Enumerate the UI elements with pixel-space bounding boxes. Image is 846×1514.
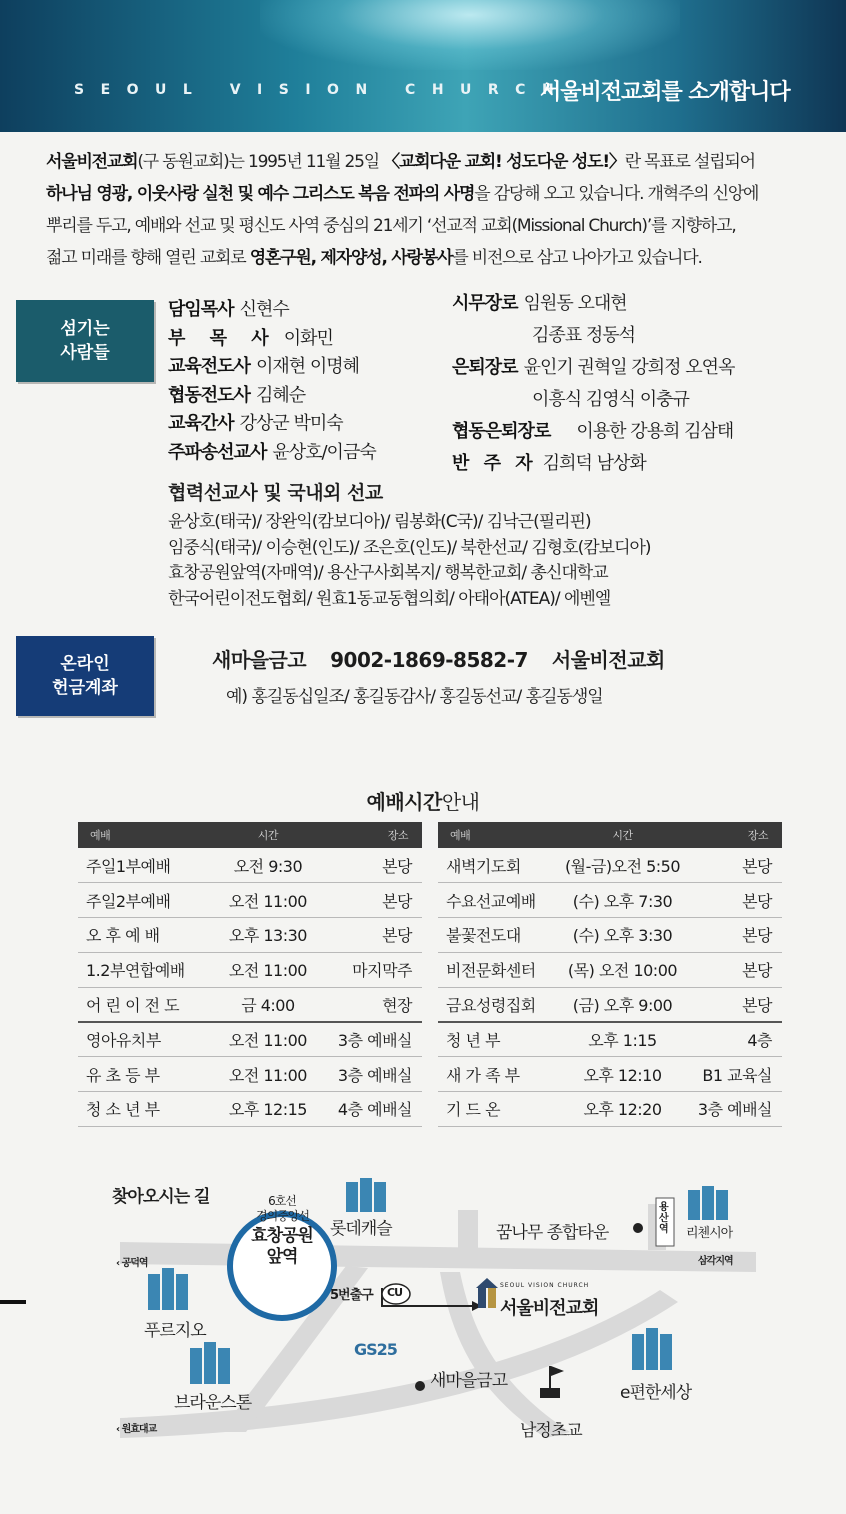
service-place: 본당 xyxy=(338,883,422,918)
service-place: 3층 예배실 xyxy=(698,1092,782,1127)
col-header: 예배 xyxy=(78,822,198,848)
cu-label: CU xyxy=(387,1286,403,1299)
building-richensia xyxy=(688,1186,728,1220)
intro-mission: 하나님 영광, 이웃사랑 실천 및 예수 그리스도 복음 전파의 사명 xyxy=(46,184,475,204)
mission-line: 윤상호(태국)/ 장완익(캄보디아)/ 림봉화(C국)/ 김낙근(필리핀) xyxy=(168,512,591,532)
service-time: (수) 오후 3:30 xyxy=(547,918,698,953)
table-row xyxy=(438,848,782,883)
account-holder: 서울비전교회 xyxy=(551,648,665,672)
intro-vision: 영혼구원, 제자양성, 사랑봉사 xyxy=(249,248,453,268)
gs25-label: GS25 xyxy=(354,1340,397,1359)
kkumnamu-label: 꿈나무 종합타운 xyxy=(496,1223,609,1243)
col-header: 시간 xyxy=(198,822,338,848)
table-row xyxy=(78,952,422,987)
wonhyo-text: 원효대교 xyxy=(121,1424,157,1435)
service-name: 불꽃전도대 xyxy=(438,918,547,953)
service-name: 청 소 년 부 xyxy=(78,1092,198,1127)
service-time: 오전 9:30 xyxy=(198,848,338,883)
service-name: 주일1부예배 xyxy=(78,848,198,883)
service-name: 기 드 온 xyxy=(438,1092,547,1127)
prugio-label: 푸르지오 xyxy=(144,1321,206,1341)
kkumnamu-dot xyxy=(633,1223,643,1233)
service-time: 오후 12:10 xyxy=(547,1057,698,1092)
table-row xyxy=(438,1057,782,1092)
school-flag-icon xyxy=(540,1366,564,1398)
intro-text: 을 감당해 오고 있습니다. 개혁주의 신앙에 xyxy=(474,184,759,204)
samgak-label: 삼각지역 xyxy=(698,1256,733,1267)
staff-row xyxy=(168,382,376,411)
service-place: 본당 xyxy=(698,987,782,1022)
staff-names: 이재현 이명혜 xyxy=(255,356,360,377)
gongdeok-text: 공덕역 xyxy=(121,1258,148,1269)
service-time: 오전 11:00 xyxy=(198,1057,338,1092)
intro-text: 젊고 미래를 향해 열린 교회로 xyxy=(46,248,250,268)
church-logo-icon xyxy=(476,1278,498,1308)
building-epyeon xyxy=(632,1328,672,1370)
service-place: 본당 xyxy=(698,883,782,918)
service-time: 오후 1:15 xyxy=(547,1022,698,1057)
building-brownstone xyxy=(190,1342,230,1384)
station-name-line: 효창공원 xyxy=(251,1226,313,1246)
staff-row xyxy=(452,448,734,480)
staff-row xyxy=(452,384,734,416)
service-place: 마지막주 xyxy=(338,952,422,987)
table-row xyxy=(78,1092,422,1127)
map-title: 찾아오시는 길 xyxy=(112,1187,210,1207)
staff-row xyxy=(452,416,734,448)
bank-name: 새마을금고 xyxy=(212,648,307,672)
staff-role: 은퇴장로 xyxy=(452,357,518,378)
staff-role: 주파송선교사 xyxy=(168,441,267,463)
gongdeok-label xyxy=(116,1254,148,1269)
saemaeul-label: 새마을금고 xyxy=(430,1371,508,1391)
table-row xyxy=(78,1022,422,1057)
intro-text: 란 목표로 설립되어 xyxy=(624,152,755,172)
staff-names: 김종표 정동석 xyxy=(532,325,636,346)
service-time: 오전 11:00 xyxy=(198,883,338,918)
staff-row xyxy=(168,439,376,468)
korean-title: 서울비전교회를 소개합니다 xyxy=(540,80,790,105)
service-name: 1.2부연합예배 xyxy=(78,952,198,987)
richensia-label: 리첸시아 xyxy=(686,1226,733,1241)
staff-role: 교육간사 xyxy=(168,413,234,434)
staff-names: 김희덕 남상화 xyxy=(542,453,646,474)
table-row xyxy=(438,1092,782,1127)
station-line-label: 경의중앙선 xyxy=(256,1209,309,1223)
station-name-line: 앞역 xyxy=(266,1247,298,1267)
service-name: 새벽기도회 xyxy=(438,848,547,883)
service-place: 3층 예배실 xyxy=(338,1022,422,1057)
intro-motto: 〈교회다운 교회! 성도다운 성도!〉 xyxy=(383,152,625,172)
namjeong-label: 남정초교 xyxy=(520,1421,582,1441)
staff-tab-label: 섬기는 xyxy=(60,319,110,339)
wonhyo-label xyxy=(116,1420,156,1435)
col-header: 시간 xyxy=(547,822,698,848)
yongsan-label: 용산역 xyxy=(659,1202,668,1235)
header-banner xyxy=(0,0,846,132)
account-info xyxy=(212,644,689,673)
station-line-label: 6호선 xyxy=(268,1194,296,1208)
staff-list-right xyxy=(452,288,734,480)
staff-role: 시무장로 xyxy=(452,293,518,314)
col-header: 장소 xyxy=(698,822,782,848)
service-place: 4층 예배실 xyxy=(338,1092,422,1127)
col-header: 예배 xyxy=(438,822,547,848)
saemaeul-dot xyxy=(415,1381,425,1391)
intro-text: 를 비전으로 삼고 나아가고 있습니다. xyxy=(452,248,702,268)
staff-tab-label: 사람들 xyxy=(60,343,110,363)
service-name: 청 년 부 xyxy=(438,1022,547,1057)
service-place: 본당 xyxy=(698,848,782,883)
table-row xyxy=(438,883,782,918)
staff-tab xyxy=(16,300,154,382)
service-time: (목) 오전 10:00 xyxy=(547,952,698,987)
service-name: 영아유치부 xyxy=(78,1022,198,1057)
service-name: 어 린 이 전 도 xyxy=(78,987,198,1022)
service-place: 본당 xyxy=(698,952,782,987)
schedule-title xyxy=(0,786,846,815)
chevron-left-icon: ‹ xyxy=(116,1424,122,1435)
online-tab-label: 헌금계좌 xyxy=(52,678,118,698)
mission-line: 효창공원앞역(자매역)/ 용산구사회복지/ 행복한교회/ 총신대학교 xyxy=(168,563,608,583)
mission-line: 한국어린이전도협회/ 원효1동교동협의회/ 아태아(ATEA)/ 에벤엘 xyxy=(168,588,611,609)
mission-list xyxy=(168,510,651,612)
schedule-title-rest: 안내 xyxy=(441,790,480,814)
service-place: 본당 xyxy=(338,848,422,883)
intro-church-name: 서울비전교회 xyxy=(46,152,138,172)
service-time: (수) 오후 7:30 xyxy=(547,883,698,918)
staff-row xyxy=(168,296,376,325)
staff-names: 임원동 오대현 xyxy=(523,293,627,314)
col-header: 장소 xyxy=(338,822,422,848)
table-row xyxy=(78,1057,422,1092)
table-row xyxy=(438,918,782,953)
service-place: 현장 xyxy=(338,987,422,1022)
intro-paragraph xyxy=(46,146,816,274)
station-lines xyxy=(256,1194,308,1224)
service-place: B1 교육실 xyxy=(698,1057,782,1092)
schedule-table-right xyxy=(438,822,782,1127)
online-tab xyxy=(16,636,154,716)
header-glow xyxy=(260,0,680,70)
exit-label: 5번출구 xyxy=(330,1288,373,1303)
lotte-label: 롯데캐슬 xyxy=(330,1219,392,1239)
service-name: 수요선교예배 xyxy=(438,883,547,918)
staff-names: 윤인기 권혁일 강희정 오연옥 xyxy=(523,357,735,378)
table-row xyxy=(438,952,782,987)
brownstone-label: 브라운스톤 xyxy=(174,1393,252,1413)
table-row xyxy=(78,848,422,883)
service-name: 주일2부예배 xyxy=(78,883,198,918)
staff-role: 협동전도사 xyxy=(168,384,250,406)
staff-role: 담임목사 xyxy=(168,299,234,320)
staff-role: 교육전도사 xyxy=(168,356,250,377)
service-name: 새 가 족 부 xyxy=(438,1057,547,1092)
staff-names: 이흥식 김영식 이충규 xyxy=(532,389,689,410)
service-time: 오전 11:00 xyxy=(198,1022,338,1057)
staff-role: 반 주 자 xyxy=(452,453,537,474)
table-row xyxy=(78,918,422,953)
staff-row xyxy=(452,320,734,352)
service-time: 금 4:00 xyxy=(198,987,338,1022)
staff-role: 부 목 사 xyxy=(168,327,278,349)
intro-text: (구 동원교회)는 1995년 11월 25일 xyxy=(137,152,384,172)
service-name: 비전문화센터 xyxy=(438,952,547,987)
staff-list-left xyxy=(168,296,376,467)
staff-names: 신현수 xyxy=(239,299,289,320)
page-edge-mark xyxy=(0,1300,26,1304)
staff-row xyxy=(168,410,376,439)
church-english-small: SEOUL VISION CHURCH xyxy=(500,1282,590,1289)
service-time: 오후 13:30 xyxy=(198,918,338,953)
service-name: 금요성령집회 xyxy=(438,987,547,1022)
table-row xyxy=(78,883,422,918)
staff-names: 윤상호/이금숙 xyxy=(272,441,376,463)
service-place: 본당 xyxy=(338,918,422,953)
table-row xyxy=(78,987,422,1022)
table-row xyxy=(438,987,782,1022)
offering-example: 예) 홍길동십일조/ 홍길동감사/ 홍길동선교/ 홍길동생일 xyxy=(226,687,603,707)
english-title: SEOUL VISION CHURCH xyxy=(74,82,571,98)
service-time: (금) 오후 9:00 xyxy=(547,987,698,1022)
church-map-label: 서울비전교회 xyxy=(500,1298,599,1319)
service-name: 유 초 등 부 xyxy=(78,1057,198,1092)
online-tab-label: 온라인 xyxy=(60,654,110,674)
service-place: 3층 예배실 xyxy=(338,1057,422,1092)
intro-text: 뿌리를 두고, 예배와 선교 및 평신도 사역 중심의 21세기 ‘선교적 교회(Missional Church)’를 지향하고, xyxy=(46,216,736,236)
account-number[interactable]: 9002-1869-8582-7 xyxy=(330,648,528,672)
service-time: 오전 11:00 xyxy=(198,952,338,987)
service-place: 4층 xyxy=(698,1022,782,1057)
epyeon-label: e편한세상 xyxy=(620,1383,692,1403)
building-lotte xyxy=(346,1178,386,1212)
staff-row xyxy=(452,288,734,320)
station-name xyxy=(242,1226,322,1268)
road-vertical xyxy=(458,1210,478,1250)
service-time: 오후 12:15 xyxy=(198,1092,338,1127)
staff-names: 이화민 xyxy=(283,327,333,349)
service-name: 오 후 예 배 xyxy=(78,918,198,953)
staff-names: 이용한 강용희 김삼태 xyxy=(576,421,734,442)
service-time: (월-금)오전 5:50 xyxy=(547,848,698,883)
staff-row xyxy=(168,353,376,382)
service-time: 오후 12:20 xyxy=(547,1092,698,1127)
building-prugio xyxy=(148,1268,188,1310)
mission-line: 임중식(태국)/ 이승현(인도)/ 조은호(인도)/ 북한선교/ 김형호(캄보디아) xyxy=(168,537,651,558)
chevron-left-icon: ‹ xyxy=(116,1258,122,1269)
staff-names: 김혜순 xyxy=(255,384,306,406)
table-row xyxy=(438,1022,782,1057)
service-place: 본당 xyxy=(698,918,782,953)
location-map xyxy=(100,1170,780,1460)
schedule-table-left xyxy=(78,822,422,1127)
staff-role: 협동은퇴장로 xyxy=(452,421,551,442)
staff-names: 강상군 박미숙 xyxy=(239,413,343,434)
staff-row xyxy=(168,325,376,354)
schedule-title-bold: 예배시간 xyxy=(366,790,442,814)
staff-row xyxy=(452,352,734,384)
mission-title: 협력선교사 및 국내외 선교 xyxy=(168,482,383,504)
